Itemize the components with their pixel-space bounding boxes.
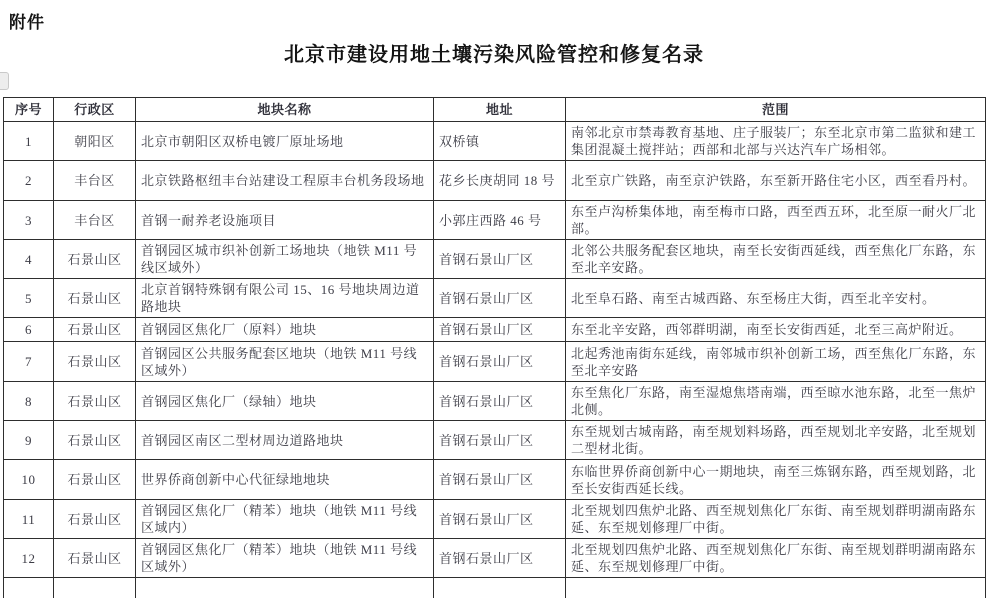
cell-district: 丰台区	[54, 201, 136, 240]
cell-address: 首钢石景山厂区	[434, 539, 566, 578]
cell-scope: 北至阜石路、南至古城西路、东至杨庄大街，西至北辛安村。	[566, 279, 986, 318]
cell-district: 石景山区	[54, 342, 136, 382]
table-row	[4, 318, 986, 342]
cell-address: 花乡长庚胡同 18 号	[434, 161, 566, 201]
table-row	[4, 382, 986, 421]
cell-district: 石景山区	[54, 279, 136, 318]
table-row	[4, 460, 986, 500]
cell-no: 8	[4, 382, 54, 421]
cell-address: 首钢石景山厂区	[434, 318, 566, 342]
cell-no: 10	[4, 460, 54, 500]
cell-address: 首钢石景山厂区	[434, 240, 566, 279]
cell-plot-name: 世界侨商创新中心代征绿地地块	[136, 460, 434, 500]
cell-district: 石景山区	[54, 318, 136, 342]
cell-address: 首钢石景山厂区	[434, 342, 566, 382]
table-row	[4, 539, 986, 578]
col-header-no: 序号	[4, 98, 54, 122]
cell-no: 4	[4, 240, 54, 279]
cell-scope: 东至北辛安路，西邻群明湖，南至长安街西延，北至三高炉附近。	[566, 318, 986, 342]
cell-plot-name: 首钢园区城市织补创新工场地块（地铁 M11 号线区域外）	[136, 240, 434, 279]
cell-scope: 北至京广铁路，南至京沪铁路，东至新开路住宅小区，西至看丹村。	[566, 161, 986, 201]
cell-no: 9	[4, 421, 54, 460]
cell-plot-name-empty	[136, 578, 434, 598]
cell-district: 朝阳区	[54, 122, 136, 161]
cell-district: 石景山区	[54, 382, 136, 421]
cell-no: 2	[4, 161, 54, 201]
col-header-address: 地址	[434, 98, 566, 122]
cell-district-empty	[54, 578, 136, 598]
table-row	[4, 342, 986, 382]
table-row	[4, 122, 986, 161]
table-header-row	[4, 98, 986, 122]
risk-control-table	[3, 97, 986, 598]
table-body	[4, 122, 986, 598]
cell-plot-name: 首钢园区焦化厂（原料）地块	[136, 318, 434, 342]
cell-district: 石景山区	[54, 460, 136, 500]
cell-address: 首钢石景山厂区	[434, 421, 566, 460]
cell-scope: 北起秀池南街东延线，南邻城市织补创新工场，西至焦化厂东路，东至北辛安路	[566, 342, 986, 382]
cell-no: 7	[4, 342, 54, 382]
col-header-scope: 范围	[566, 98, 986, 122]
cell-scope: 东临世界侨商创新中心一期地块，南至三炼钢东路，西至规划路，北至长安街西延长线。	[566, 460, 986, 500]
cell-district: 石景山区	[54, 539, 136, 578]
table-row	[4, 279, 986, 318]
cell-plot-name: 首钢园区南区二型材周边道路地块	[136, 421, 434, 460]
cell-scope-empty	[566, 578, 986, 598]
cell-district: 石景山区	[54, 500, 136, 539]
cell-plot-name: 北京首钢特殊钢有限公司 15、16 号地块周边道路地块	[136, 279, 434, 318]
cell-plot-name: 首钢园区公共服务配套区地块（地铁 M11 号线区域外）	[136, 342, 434, 382]
cell-no: 5	[4, 279, 54, 318]
cell-address: 首钢石景山厂区	[434, 279, 566, 318]
cell-scope: 东至焦化厂东路，南至湿熄焦塔南端，西至晾水池东路，北至一焦炉北侧。	[566, 382, 986, 421]
cell-plot-name: 首钢园区焦化厂（绿轴）地块	[136, 382, 434, 421]
cell-no: 3	[4, 201, 54, 240]
table-row	[4, 240, 986, 279]
col-header-plot-name: 地块名称	[136, 98, 434, 122]
cell-district: 丰台区	[54, 161, 136, 201]
cell-scope: 东至卢沟桥集体地，南至梅市口路，西至西五环，北至原一耐火厂北部。	[566, 201, 986, 240]
cell-no: 6	[4, 318, 54, 342]
cell-no-empty	[4, 578, 54, 598]
cell-district: 石景山区	[54, 421, 136, 460]
cell-scope: 北邻公共服务配套区地块，南至长安街西延线，西至焦化厂东路，东至北辛安路。	[566, 240, 986, 279]
col-header-district: 行政区	[54, 98, 136, 122]
table-row	[4, 421, 986, 460]
cell-address: 首钢石景山厂区	[434, 500, 566, 539]
page-edge-artifact	[0, 72, 9, 90]
cell-district: 石景山区	[54, 240, 136, 279]
cell-plot-name: 首钢园区焦化厂（精苯）地块（地铁 M11 号线区域内）	[136, 500, 434, 539]
cell-address: 小郭庄西路 46 号	[434, 201, 566, 240]
cell-scope: 南邻北京市禁毒教育基地、庄子服装厂；东至北京市第二监狱和建工集团混凝土搅拌站；西部和北部与兴达汽车广场相邻。	[566, 122, 986, 161]
table-row-partial	[4, 578, 986, 598]
cell-address-empty	[434, 578, 566, 598]
cell-scope: 北至规划四焦炉北路、西至规划焦化厂东街、南至规划群明湖南路东延、东至规划修理厂中街。	[566, 500, 986, 539]
table-row	[4, 201, 986, 240]
cell-plot-name: 北京市朝阳区双桥电镀厂原址场地	[136, 122, 434, 161]
cell-plot-name: 首钢一耐养老设施项目	[136, 201, 434, 240]
cell-plot-name: 北京铁路枢纽丰台站建设工程原丰台机务段场地	[136, 161, 434, 201]
cell-no: 1	[4, 122, 54, 161]
cell-scope: 东至规划古城南路，南至规划料场路，西至规划北辛安路，北至规划二型材北街。	[566, 421, 986, 460]
table-row	[4, 161, 986, 201]
cell-no: 11	[4, 500, 54, 539]
cell-scope: 北至规划四焦炉北路、西至规划焦化厂东街、南至规划群明湖南路东延、东至规划修理厂中街。	[566, 539, 986, 578]
table-row	[4, 500, 986, 539]
cell-address: 双桥镇	[434, 122, 566, 161]
cell-address: 首钢石景山厂区	[434, 460, 566, 500]
attachment-label: 附件	[9, 13, 45, 32]
cell-plot-name: 首钢园区焦化厂（精苯）地块（地铁 M11 号线区域外）	[136, 539, 434, 578]
page-title: 北京市建设用地土壤污染风险管控和修复名录	[284, 44, 704, 66]
cell-address: 首钢石景山厂区	[434, 382, 566, 421]
cell-no: 12	[4, 539, 54, 578]
